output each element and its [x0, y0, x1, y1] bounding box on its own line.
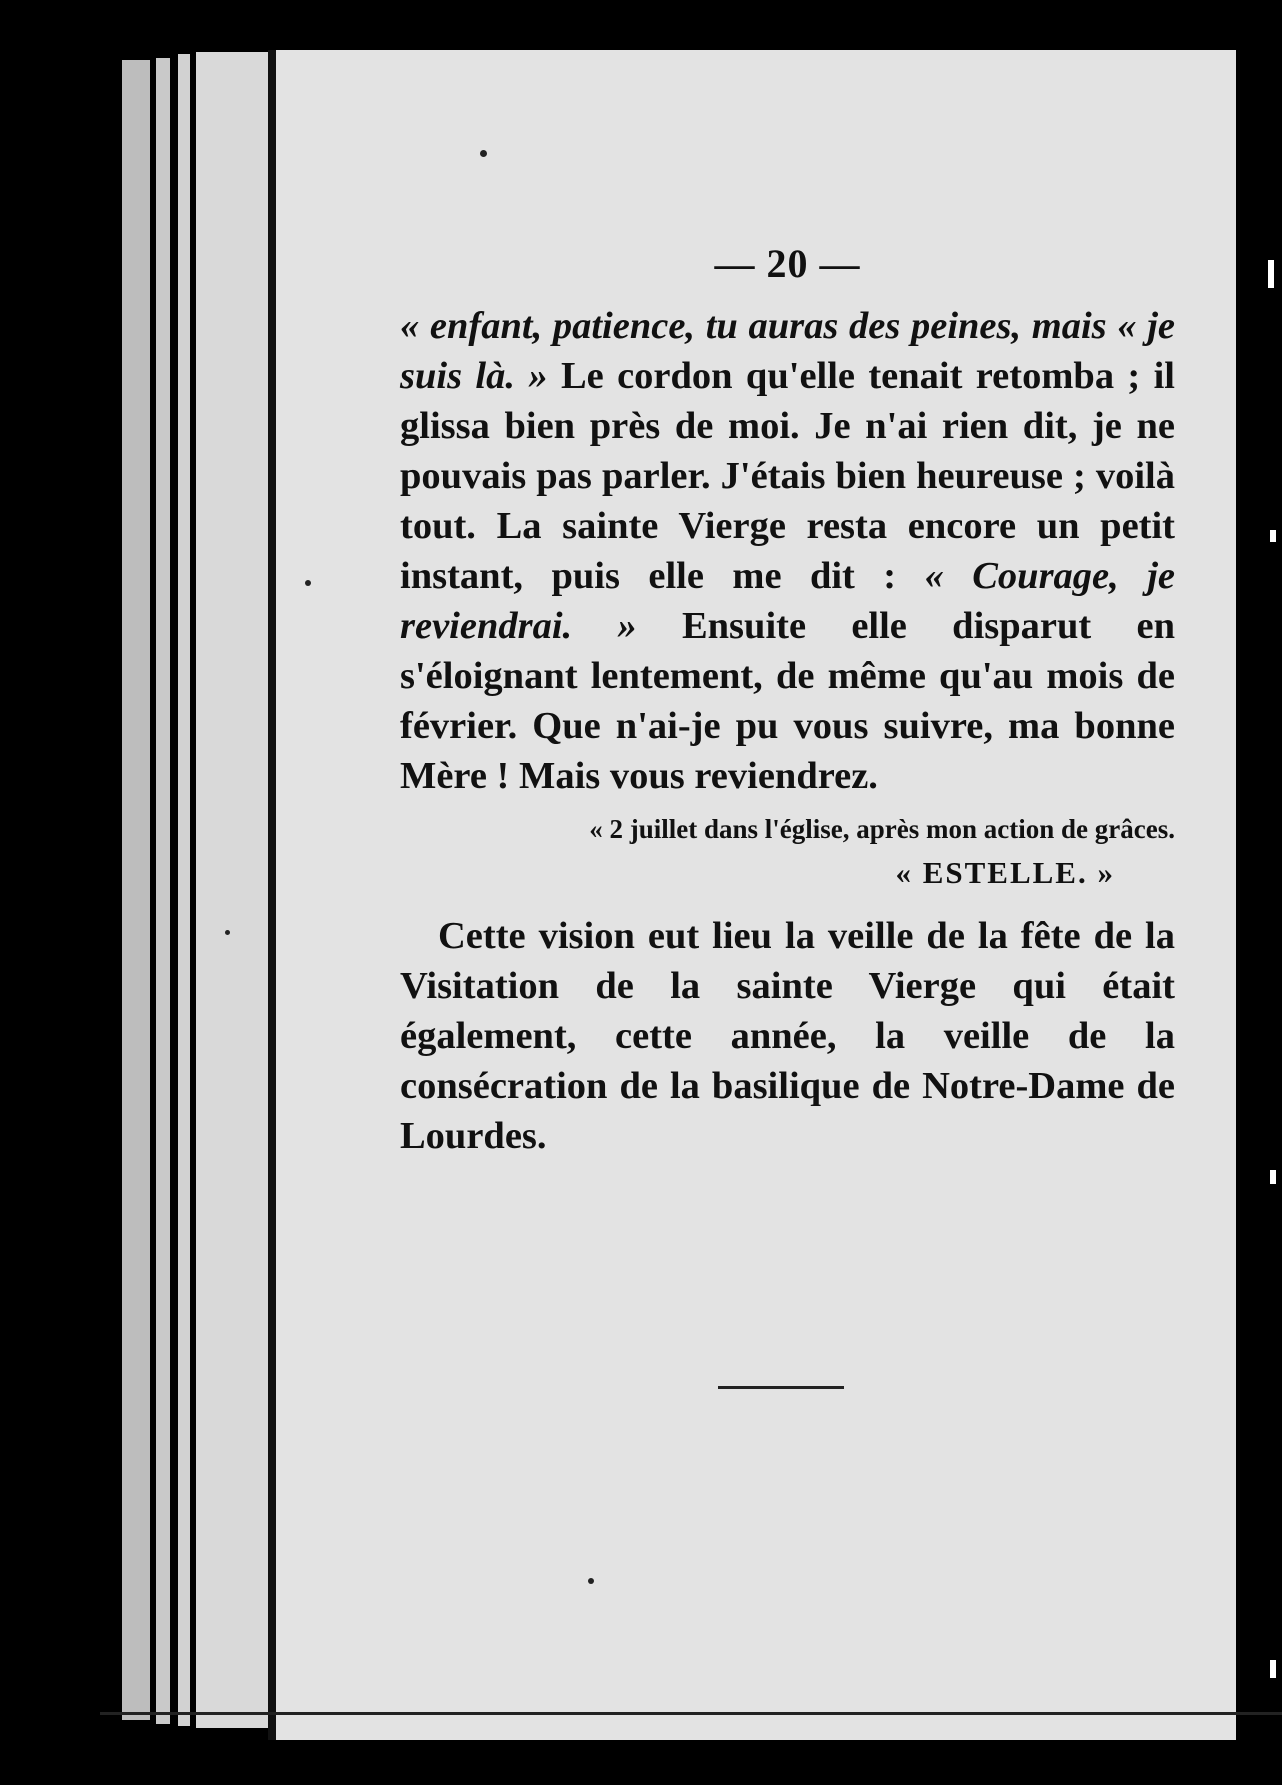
- page-edge: [196, 52, 270, 1728]
- quote-segment: « Courage, je reviendrai. »: [400, 555, 1175, 647]
- dateline: « 2 juillet dans l'église, après mon action de grâces.: [589, 814, 1175, 844]
- page-content: [400, 240, 1175, 1161]
- quote-segment: « enfant, patience, tu auras des peines, mais « je suis là. »: [400, 305, 1175, 397]
- signature: « ESTELLE. »: [895, 855, 1115, 890]
- spine-line: [268, 50, 276, 1740]
- page-number: — 20 —: [714, 241, 861, 286]
- text-segment: Ensuite elle disparut en s'éloignant lentement, de même qu'au mois de février. Que n'ai-je pu vous suivre, ma bonne Mère ! Mais vous reviendrez.: [400, 605, 1175, 797]
- body-paragraph-1: [400, 301, 1175, 801]
- end-rule: [718, 1386, 844, 1389]
- page-edge: [156, 58, 170, 1724]
- right-margin: [1236, 70, 1282, 1785]
- text-segment: Le cordon qu'elle tenait retomba ; il glissa bien près de moi. Je n'ai rien dit, je ne pouvais pas parler. J'étais bien heureuse ; voilà tout. La sainte Vierge resta encore un petit instant, puis elle me dit :: [400, 355, 1175, 597]
- body-paragraph-2: Cette vision eut lieu la veille de la fête de la Visitation de la sainte Vierge qui était également, cette année, la veille de la consécration de la basilique de Notre-Dame de Lourdes.: [400, 915, 1175, 1157]
- page-edge: [122, 60, 150, 1720]
- page-bottom-edge: [100, 1712, 1282, 1715]
- page-edge: [178, 54, 190, 1726]
